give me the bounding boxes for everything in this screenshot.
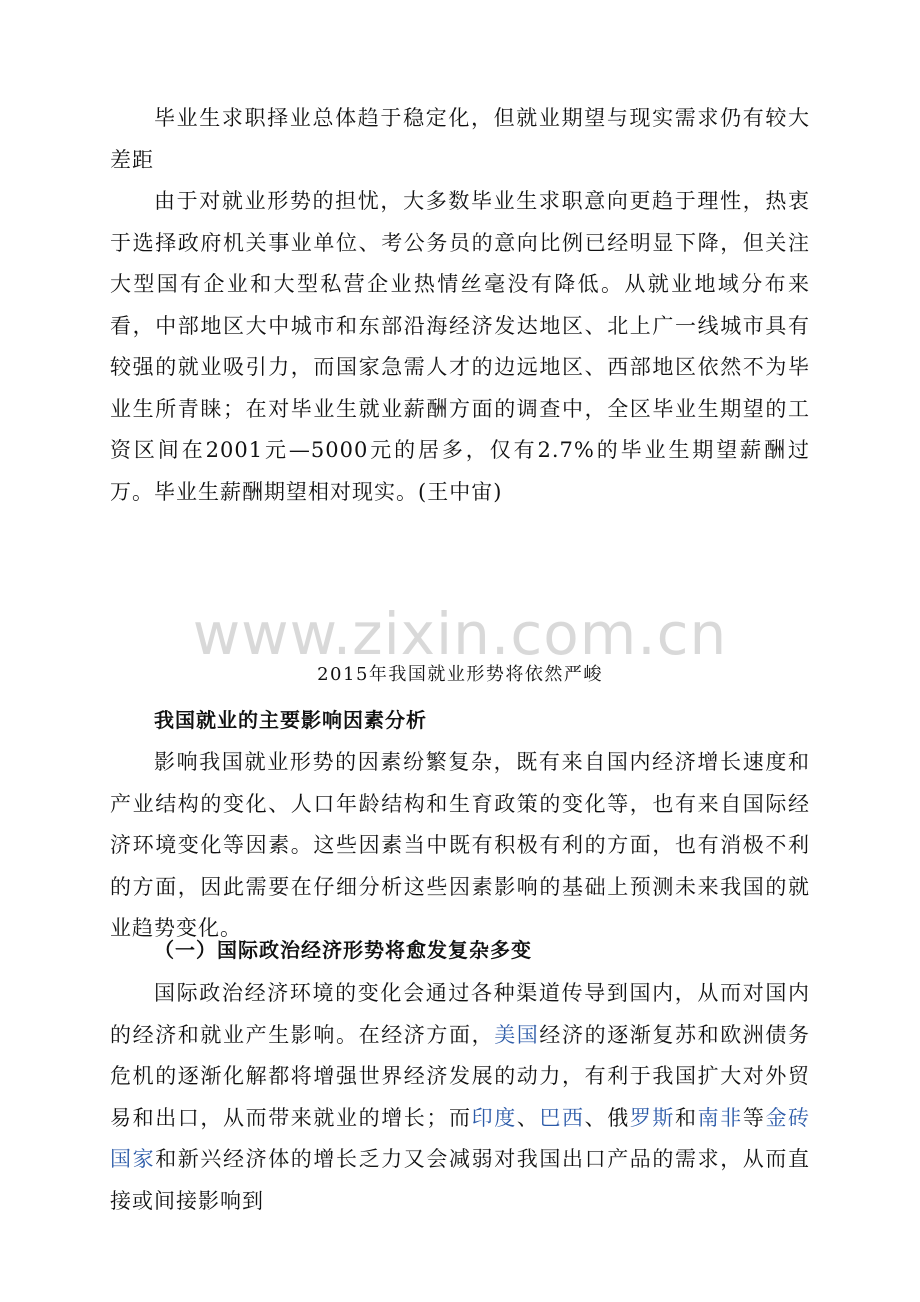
- paragraph-text: 国际政治经济环境的变化会通过各种渠道传导到国内，从而对国内的经济和就业产生影响。在经济方面，: [110, 981, 810, 1047]
- article-title: 2015年我国就业形势将依然严峻: [317, 664, 603, 685]
- paragraph-text: 等: [742, 1105, 766, 1130]
- section-heading: 毕业生求职择业总体趋于稳定化，但就业期望与现实需求仍有较大差距: [110, 106, 810, 172]
- watermark-text: www.zixin.com.cn: [192, 600, 728, 668]
- link-russia[interactable]: 罗斯: [629, 1105, 676, 1130]
- paragraph-text: 、: [516, 1105, 540, 1130]
- link-brics[interactable]: 金砖国家: [110, 1105, 811, 1171]
- link-brazil[interactable]: 巴西: [539, 1105, 585, 1130]
- paragraph-text: 和新兴经济体的增长乏力又会减弱对我国出口产品的需求，从而直接或间接影响到: [110, 1147, 811, 1213]
- link-india[interactable]: 印度: [471, 1105, 517, 1130]
- body-paragraph: 由于对就业形势的担忧，大多数毕业生求职意向更趋于理性，热衷于选择政府机关事业单位、考公务员的意向比例已经明显下降，但关注大型国有企业和大型私营企业热情丝毫没有降低。从就业地域分布来看，中部地区大中城市和东部沿海经济发达地区、北上广一线城市具有较强的就业吸引力，而国家急需人才的边远地区、西部地区依然不为毕业生所青睐；在对毕业生就业薪酬方面的调查中，全区毕业生期望的工资区间在2001元—5000元的居多，仅有2.7%的毕业生期望薪酬过万。毕业生薪酬期望相对现实。(王中宙): [110, 189, 810, 504]
- intro-paragraph: 影响我国就业形势的因素纷繁复杂，既有来自国内经济增长速度和产业结构的变化、人口年龄结构和生育政策的变化等，也有来自国际经济环境变化等因素。这些因素当中既有积极有利的方面，也有消极不利的方面，因此需要在仔细分析这些因素影响的基础上预测未来我国的就业趋势变化。: [110, 750, 810, 940]
- link-usa[interactable]: 美国: [494, 1022, 540, 1047]
- section-one-paragraph: [110, 973, 810, 1222]
- paragraph-text: 经济的逐渐复苏和欧洲债务危机的逐渐化解都将增强世界经济发展的动力，有利于我国扩大对外贸易和出口，从而带来就业的增长；而: [110, 1022, 811, 1130]
- link-south-africa[interactable]: 南非: [697, 1105, 743, 1130]
- article-subheading: 我国就业的主要影响因素分析: [154, 708, 427, 732]
- paragraph-text: 、俄: [584, 1105, 630, 1130]
- paragraph-text: 和: [675, 1105, 698, 1130]
- section-one-heading: （一）国际政治经济形势将愈发复杂多变: [154, 938, 532, 962]
